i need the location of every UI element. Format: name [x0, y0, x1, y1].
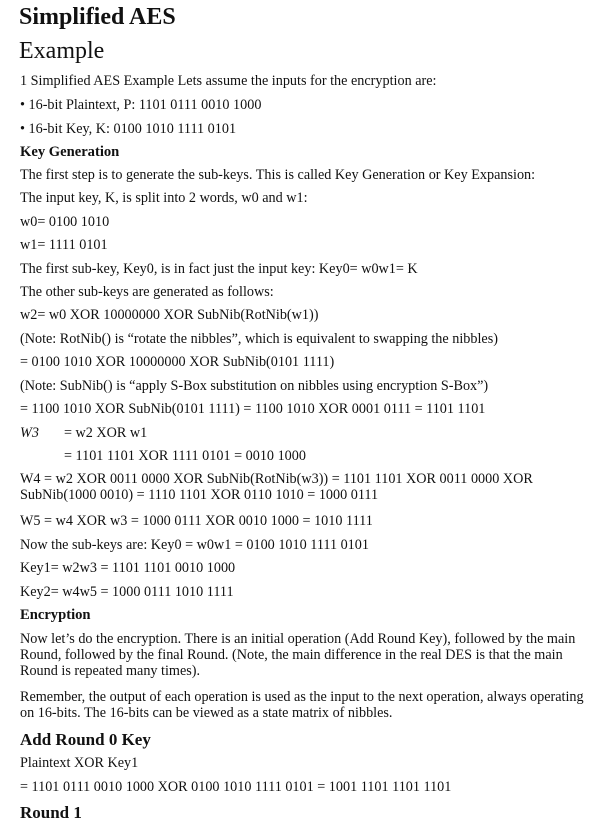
round-1-heading: Round 1 — [20, 803, 82, 822]
intro-text: 1 Simplified AES Example Lets assume the inputs for the encryption are: — [20, 73, 437, 89]
bullet-plaintext: • 16-bit Plaintext, P: 1101 0111 0010 1000 — [20, 97, 262, 113]
bullet-key: • 16-bit Key, K: 0100 1010 1111 0101 — [20, 121, 237, 137]
w4-formula: W4 = w2 XOR 0011 0000 XOR SubNib(RotNib(w3)) = 1101 1101 XOR 0011 0000 XOR SubNib(1000 0010) = 1110 1101 XOR 0110 1010 = 1000 0111 — [20, 471, 533, 503]
rotnib-note: (Note: RotNib() is “rotate the nibbles”, which is equivalent to swapping the nibbles) — [20, 331, 498, 347]
key-generation-heading: Key Generation — [20, 144, 120, 160]
w2-step-2: = 1100 1010 XOR SubNib(0101 1111) = 1100 1010 XOR 0001 0111 = 1101 1101 — [20, 401, 486, 417]
subkeys-key2: Key2= w4w5 = 1000 0111 1010 1111 — [20, 584, 234, 600]
key-generation-text-1: The first step is to generate the sub-keys. This is called Key Generation or Key Expansion: — [20, 167, 536, 183]
subnib-note: (Note: SubNib() is “apply S-Box substitution on nibbles using encryption S-Box”) — [20, 378, 489, 394]
subkeys-key0: Now the sub-keys are: Key0 = w0w1 = 0100 1010 1111 0101 — [20, 537, 369, 553]
w2-formula: w2= w0 XOR 10000000 XOR SubNib(RotNib(w1)) — [20, 307, 319, 323]
key-generation-text-4: The other sub-keys are generated as follows: — [20, 284, 274, 300]
w3-value: = 1101 1101 XOR 1111 0101 = 0010 1000 — [64, 448, 306, 464]
subkeys-key1: Key1= w2w3 = 1101 1101 0010 1000 — [20, 560, 236, 576]
key-generation-text-3: The first sub-key, Key0, is in fact just the input key: Key0= w0w1= K — [20, 261, 418, 277]
add-round-key-heading: Add Round 0 Key — [20, 730, 151, 749]
key-generation-text-2: The input key, K, is split into 2 words, w0 and w1: — [20, 190, 308, 206]
w1-line: w1= 1111 0101 — [20, 237, 108, 253]
encryption-paragraph-1: Now let’s do the encryption. There is an initial operation (Add Round Key), followed by the main Round, followed by the final Round. (Note, the main difference in the real DES is that the main Round is repeated many times). — [20, 631, 576, 679]
encryption-paragraph-2: Remember, the output of each operation is used as the input to the next operation, always operating on 16-bits. The 16-bits can be viewed as a state matrix of nibbles. — [20, 689, 584, 721]
add-round-key-result: = 1101 0111 0010 1000 XOR 0100 1010 1111 0101 = 1001 1101 1101 1101 — [20, 779, 452, 795]
encryption-heading: Encryption — [20, 607, 91, 623]
w2-step-1: = 0100 1010 XOR 10000000 XOR SubNib(0101 1111) — [20, 354, 335, 370]
w0-line: w0= 0100 1010 — [20, 214, 110, 230]
document-subtitle: Example — [19, 38, 105, 64]
w3-label: W3 — [20, 425, 39, 441]
w3-expression: = w2 XOR w1 — [64, 425, 148, 441]
document-title: Simplified AES — [19, 4, 176, 30]
w5-formula: W5 = w4 XOR w3 = 1000 0111 XOR 0010 1000 = 1010 1111 — [20, 513, 373, 529]
add-round-key-text: Plaintext XOR Key1 — [20, 755, 139, 771]
